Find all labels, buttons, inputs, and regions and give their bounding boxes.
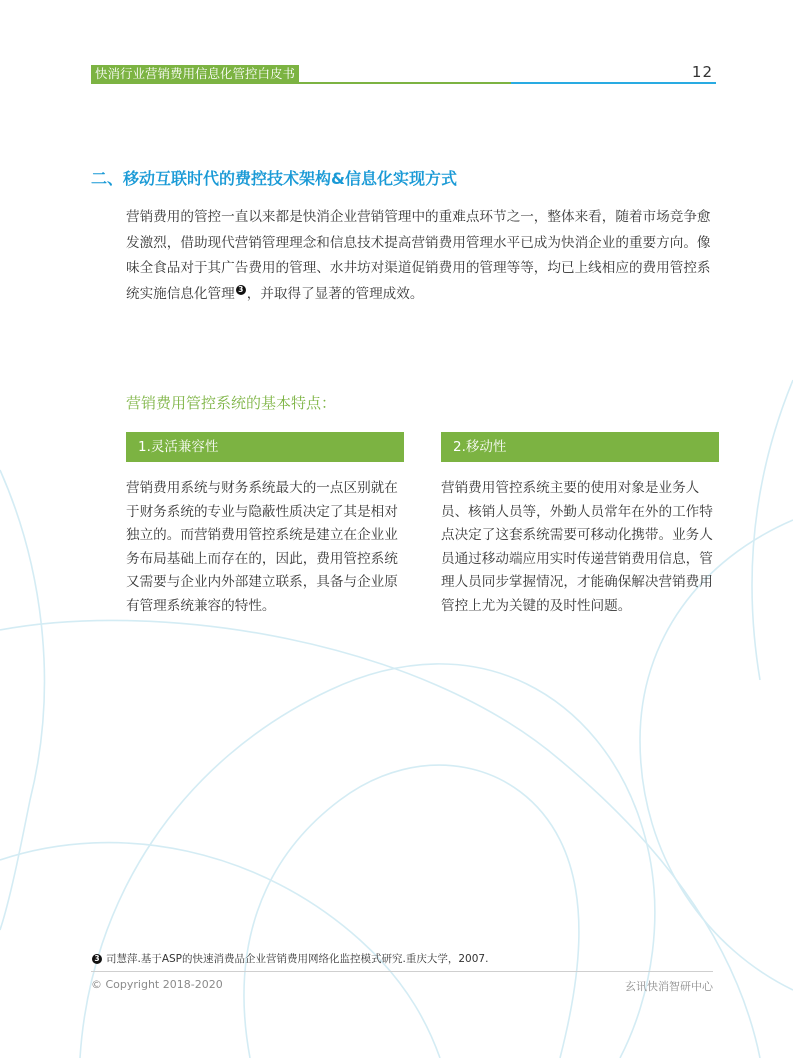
header-rule-blue bbox=[511, 82, 716, 84]
footnote-text: 司慧萍.基于ASP的快速消费品企业营销费用网络化监控模式研究.重庆大学，2007. bbox=[106, 953, 489, 965]
header-rule-green bbox=[91, 82, 511, 84]
feature-text-flexible-compatibility: 营销费用系统与财务系统最大的一点区别就在于财务系统的专业与隐蔽性质决定了其是相对独立的。而营销费用管控系统是建立在企业业务布局基础上而存在的，因此，费用管控系统又需要与企业内外部建立联系，具备与企业原有管理系统兼容的特性。 bbox=[126, 480, 398, 614]
page-number: 12 bbox=[691, 63, 713, 81]
header-document-title: 快消行业营销费用信息化管控白皮书 bbox=[91, 65, 299, 83]
copyright-text: © Copyright 2018-2020 bbox=[91, 978, 223, 991]
section-title: 二、移动互联时代的费控技术架构&信息化实现方式 bbox=[91, 169, 457, 188]
intro-text: 营销费用的管控一直以来都是快消企业营销管理中的重难点环节之一，整体来看，随着市场竞争愈发激烈，借助现代营销管理理念和信息技术提高营销费用管理水平已成为快消企业的重要方向。像味全食品对于其广告费用的管理、水井坊对渠道促销费用的管理等等，均已上线相应的费用管控系统实施信息化管理 bbox=[126, 209, 711, 302]
intro-paragraph bbox=[126, 205, 718, 307]
feature-title-flexible-compatibility: 1.灵活兼容性 bbox=[126, 432, 404, 462]
feature-text-mobility: 营销费用管控系统主要的使用对象是业务人员、核销人员等，外勤人员常年在外的工作特点决定了这套系统需要可移动化携带。业务人员通过移动端应用实时传递营销费用信息，管理人员同步掌握情况，才能确保解决营销费用管控上尤为关键的及时性问题。 bbox=[441, 480, 713, 614]
footnote-reference-marker[interactable]: 3 bbox=[236, 285, 246, 295]
intro-text-continued: ，并取得了显著的管理成效。 bbox=[246, 285, 424, 302]
footer-divider bbox=[91, 971, 713, 972]
organization-name: 玄讯快消智研中心 bbox=[625, 980, 713, 993]
feature-title-mobility: 2.移动性 bbox=[441, 432, 719, 462]
features-heading: 营销费用管控系统的基本特点： bbox=[126, 394, 337, 412]
footnote-marker: 3 bbox=[92, 954, 102, 964]
footnote bbox=[91, 951, 488, 966]
